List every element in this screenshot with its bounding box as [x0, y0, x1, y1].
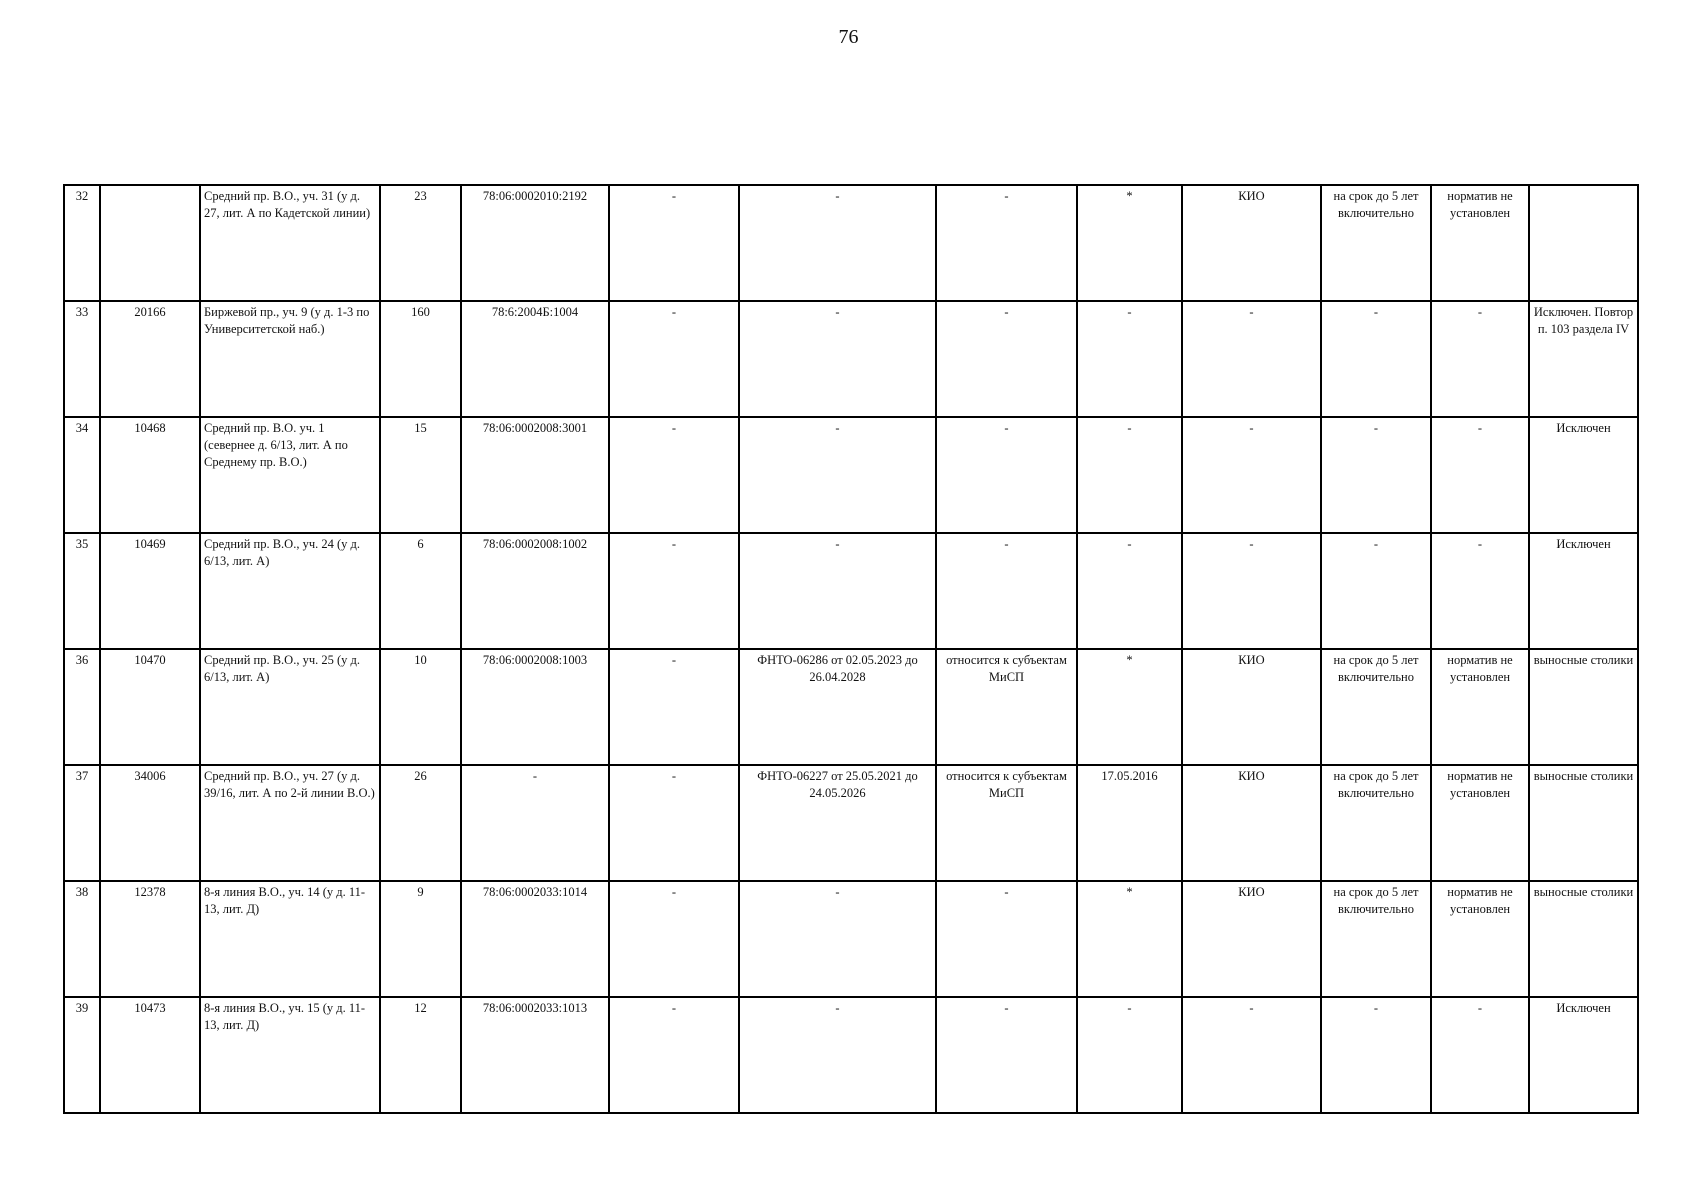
norm-cell: - [1431, 997, 1529, 1113]
table-row [64, 533, 1638, 649]
note-cell: Исключен. Повтор п. 103 раздела IV [1529, 301, 1638, 417]
address-cell: Биржевой пр., уч. 9 (у д. 1-3 по Университетской наб.) [200, 301, 380, 417]
table-row [64, 997, 1638, 1113]
registry-table [63, 184, 1639, 1114]
cadastral-number-cell: 78:06:0002008:1003 [461, 649, 609, 765]
address-cell: Средний пр. В.О. уч. 1 (севернее д. 6/13, лит. А по Среднему пр. В.О.) [200, 417, 380, 533]
permit-cell: - [739, 533, 936, 649]
object-id-cell: 10470 [100, 649, 200, 765]
date-cell: * [1077, 881, 1182, 997]
row-number-cell: 34 [64, 417, 100, 533]
row-number-cell: 39 [64, 997, 100, 1113]
object-id-cell: 10468 [100, 417, 200, 533]
cadastral-number-cell: 78:06:0002033:1014 [461, 881, 609, 997]
row-number-cell: 37 [64, 765, 100, 881]
row-number-cell: 38 [64, 881, 100, 997]
note-cell: выносные столики [1529, 881, 1638, 997]
cadastral-number-cell: - [461, 765, 609, 881]
area-cell: 160 [380, 301, 461, 417]
status-cell: - [936, 417, 1077, 533]
authority-cell: КИО [1182, 881, 1321, 997]
authority-cell: - [1182, 301, 1321, 417]
address-cell: Средний пр. В.О., уч. 24 (у д. 6/13, лит. А) [200, 533, 380, 649]
column-6-cell: - [609, 649, 739, 765]
cadastral-number-cell: 78:06:0002008:1002 [461, 533, 609, 649]
status-cell: - [936, 997, 1077, 1113]
column-6-cell: - [609, 533, 739, 649]
term-cell: на срок до 5 лет включительно [1321, 185, 1431, 301]
object-id-cell: 10473 [100, 997, 200, 1113]
area-cell: 10 [380, 649, 461, 765]
norm-cell: норматив не установлен [1431, 185, 1529, 301]
term-cell: - [1321, 301, 1431, 417]
table-row [64, 765, 1638, 881]
term-cell: - [1321, 997, 1431, 1113]
term-cell: - [1321, 417, 1431, 533]
cadastral-number-cell: 78:06:0002008:3001 [461, 417, 609, 533]
date-cell: 17.05.2016 [1077, 765, 1182, 881]
term-cell: на срок до 5 лет включительно [1321, 765, 1431, 881]
permit-cell: ФНТО-06227 от 25.05.2021 до 24.05.2026 [739, 765, 936, 881]
term-cell: на срок до 5 лет включительно [1321, 881, 1431, 997]
note-cell: Исключен [1529, 997, 1638, 1113]
permit-cell: - [739, 185, 936, 301]
area-cell: 6 [380, 533, 461, 649]
status-cell: - [936, 881, 1077, 997]
norm-cell: - [1431, 301, 1529, 417]
cadastral-number-cell: 78:06:0002010:2192 [461, 185, 609, 301]
status-cell: относится к субъектам МиСП [936, 765, 1077, 881]
object-id-cell: 10469 [100, 533, 200, 649]
permit-cell: - [739, 997, 936, 1113]
note-cell: Исключен [1529, 417, 1638, 533]
authority-cell: - [1182, 997, 1321, 1113]
address-cell: 8-я линия В.О., уч. 15 (у д. 11-13, лит. Д) [200, 997, 380, 1113]
column-6-cell: - [609, 417, 739, 533]
date-cell: - [1077, 997, 1182, 1113]
date-cell: - [1077, 533, 1182, 649]
column-6-cell: - [609, 881, 739, 997]
norm-cell: норматив не установлен [1431, 881, 1529, 997]
cadastral-number-cell: 78:6:2004Б:1004 [461, 301, 609, 417]
area-cell: 12 [380, 997, 461, 1113]
authority-cell: КИО [1182, 185, 1321, 301]
cadastral-number-cell: 78:06:0002033:1013 [461, 997, 609, 1113]
date-cell: * [1077, 649, 1182, 765]
term-cell: на срок до 5 лет включительно [1321, 649, 1431, 765]
object-id-cell: 20166 [100, 301, 200, 417]
note-cell [1529, 185, 1638, 301]
column-6-cell: - [609, 185, 739, 301]
table-row [64, 417, 1638, 533]
row-number-cell: 36 [64, 649, 100, 765]
page-number: 76 [838, 26, 859, 48]
norm-cell: норматив не установлен [1431, 649, 1529, 765]
authority-cell: - [1182, 533, 1321, 649]
table-row [64, 649, 1638, 765]
row-number-cell: 33 [64, 301, 100, 417]
area-cell: 15 [380, 417, 461, 533]
address-cell: Средний пр. В.О., уч. 27 (у д. 39/16, лит. А по 2-й линии В.О.) [200, 765, 380, 881]
authority-cell: КИО [1182, 765, 1321, 881]
address-cell: 8-я линия В.О., уч. 14 (у д. 11-13, лит. Д) [200, 881, 380, 997]
authority-cell: КИО [1182, 649, 1321, 765]
status-cell: - [936, 185, 1077, 301]
table-row [64, 881, 1638, 997]
norm-cell: норматив не установлен [1431, 765, 1529, 881]
address-cell: Средний пр. В.О., уч. 25 (у д. 6/13, лит. А) [200, 649, 380, 765]
row-number-cell: 35 [64, 533, 100, 649]
norm-cell: - [1431, 417, 1529, 533]
column-6-cell: - [609, 301, 739, 417]
authority-cell: - [1182, 417, 1321, 533]
table-body [64, 185, 1638, 1113]
area-cell: 26 [380, 765, 461, 881]
row-number-cell: 32 [64, 185, 100, 301]
table-row [64, 301, 1638, 417]
area-cell: 23 [380, 185, 461, 301]
column-6-cell: - [609, 997, 739, 1113]
status-cell: - [936, 301, 1077, 417]
date-cell: - [1077, 301, 1182, 417]
permit-cell: ФНТО-06286 от 02.05.2023 до 26.04.2028 [739, 649, 936, 765]
status-cell: - [936, 533, 1077, 649]
area-cell: 9 [380, 881, 461, 997]
table-row [64, 185, 1638, 301]
date-cell: - [1077, 417, 1182, 533]
norm-cell: - [1431, 533, 1529, 649]
column-6-cell: - [609, 765, 739, 881]
object-id-cell: 34006 [100, 765, 200, 881]
permit-cell: - [739, 301, 936, 417]
object-id-cell [100, 185, 200, 301]
date-cell: * [1077, 185, 1182, 301]
note-cell: выносные столики [1529, 649, 1638, 765]
term-cell: - [1321, 533, 1431, 649]
permit-cell: - [739, 881, 936, 997]
note-cell: выносные столики [1529, 765, 1638, 881]
permit-cell: - [739, 417, 936, 533]
object-id-cell: 12378 [100, 881, 200, 997]
address-cell: Средний пр. В.О., уч. 31 (у д. 27, лит. А по Кадетской линии) [200, 185, 380, 301]
note-cell: Исключен [1529, 533, 1638, 649]
status-cell: относится к субъектам МиСП [936, 649, 1077, 765]
